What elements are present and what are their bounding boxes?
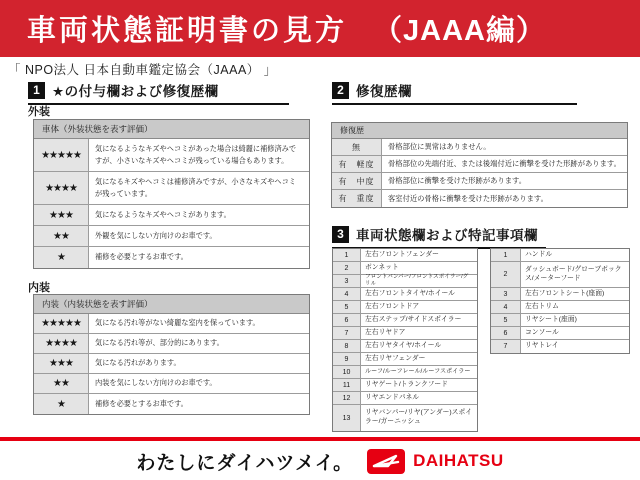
repair-description: 骨格部位に異常はありません。 <box>388 142 491 151</box>
star-rating-cell: ★★★ <box>34 354 89 373</box>
interior-table-header: 内装（内装状態を表す評価） <box>34 295 309 314</box>
part-number-cell: 7 <box>333 327 361 339</box>
rating-description: 補修を必要とするお車です。 <box>95 398 188 408</box>
rating-description: 気になる汚れ等がない綺麗な室内を保っています。 <box>95 318 260 328</box>
exterior-parts-table <box>332 248 478 432</box>
section3-title: 車両状態欄および特記事項欄 <box>356 228 538 243</box>
daihatsu-logo <box>367 449 504 474</box>
repair-grade-cell: 有 軽度 <box>332 156 382 172</box>
rating-description: 気になる汚れ等が、部分的にあります。 <box>95 338 224 348</box>
table-row <box>491 327 629 340</box>
table-row <box>491 340 629 353</box>
part-name: リヤエンドパネル <box>365 393 420 401</box>
star-rating-cell: ★★★ <box>34 205 89 225</box>
part-name: リヤトレイ <box>525 342 559 350</box>
part-name: コンソール <box>525 328 559 336</box>
part-name: 左右ステップ/サイドスポイラー <box>365 315 462 323</box>
table-row <box>491 262 629 288</box>
table-row <box>34 172 309 205</box>
part-name: 左右フロントタイヤ/ホイール <box>365 289 455 297</box>
rating-description: 気になるようなキズやヘコミがあります。 <box>95 209 231 219</box>
part-number-cell: 7 <box>491 340 521 353</box>
section1-header <box>28 80 289 105</box>
table-row <box>333 405 477 431</box>
star-rating-cell: ★★★★ <box>34 172 89 204</box>
table-row <box>491 314 629 327</box>
footer <box>0 444 640 478</box>
interior-group-label: 内装 <box>28 282 50 294</box>
part-name: リヤシート(座面) <box>525 315 577 323</box>
section2-title: 修復歴欄 <box>356 84 412 99</box>
part-number-cell: 2 <box>333 262 361 274</box>
part-number-cell: 6 <box>333 314 361 326</box>
section3-number-badge: 3 <box>332 226 349 243</box>
daihatsu-slogan: わたしにダイハツメイ。 <box>136 452 354 474</box>
rating-description: 気になるキズやヘコミは補修済みですが、小さなキズやヘコミが残っています。 <box>95 176 296 198</box>
table-row <box>333 379 477 392</box>
section2-header <box>332 80 577 105</box>
part-number-cell: 4 <box>333 288 361 300</box>
table-row <box>333 392 477 405</box>
table-row <box>491 249 629 262</box>
rating-description: 補修を必要とするお車です。 <box>95 252 188 262</box>
repair-grade-cell: 有 中度 <box>332 173 382 189</box>
part-name: 左右リヤタイヤ/ホイール <box>365 341 442 349</box>
star-rating-cell: ★★★★★ <box>34 139 89 171</box>
table-row <box>34 139 309 172</box>
part-number-cell: 5 <box>491 314 521 326</box>
section1-title: ★の付与欄および修復歴欄 <box>52 84 219 99</box>
part-name: ルーフ/ルーフレール/ルーフスポイラー <box>365 368 471 376</box>
table-row <box>491 288 629 301</box>
star-rating-cell: ★★★★★ <box>34 314 89 333</box>
table-row <box>333 340 477 353</box>
page-banner <box>0 0 640 57</box>
part-number-cell: 13 <box>333 405 361 431</box>
section1-number-badge: 1 <box>28 82 45 99</box>
repair-grade-cell: 有 重度 <box>332 190 382 207</box>
page-title-edition: （JAAA編） <box>373 15 546 47</box>
repair-description: 骨格部位に衝撃を受けた形跡があります。 <box>388 176 527 185</box>
rating-description: 気になる汚れがあります。 <box>95 358 181 368</box>
footer-divider <box>0 437 640 441</box>
part-number-cell: 10 <box>333 366 361 378</box>
table-row <box>333 314 477 327</box>
exterior-table-header: 車体（外装状態を表す評価） <box>34 120 309 139</box>
table-row <box>34 354 309 374</box>
interior-parts-table <box>490 248 630 354</box>
part-name: 左右フロントシート(座面) <box>525 289 605 297</box>
rating-description: 気になるようなキズやヘコミがあった場合は綺麗に補修済みですが、小さいなキズやヘコミが残っている場合もあります。 <box>95 143 297 165</box>
table-row <box>333 327 477 340</box>
part-name: ダッシュボード/グローブボックス/メーターフード <box>525 265 622 282</box>
part-number-cell: 2 <box>491 262 521 287</box>
repair-description: 骨格部位の先端付近、または後端付近に衝撃を受けた形跡があります。 <box>388 159 621 168</box>
star-rating-cell: ★ <box>34 247 89 268</box>
table-row <box>34 226 309 247</box>
table-row <box>332 190 627 207</box>
daihatsu-mark-icon <box>367 449 405 474</box>
part-number-cell: 8 <box>333 340 361 352</box>
part-name: ハンドル <box>525 250 553 258</box>
table-row <box>332 156 627 173</box>
part-number-cell: 4 <box>491 301 521 313</box>
table-row <box>333 353 477 366</box>
part-number-cell: 11 <box>333 379 361 391</box>
part-number-cell: 5 <box>333 301 361 313</box>
organization-subtitle: 「 NPO法人 日本自動車鑑定協会（JAAA） 」 <box>8 63 277 77</box>
part-number-cell: 12 <box>333 392 361 404</box>
interior-rating-table <box>33 294 310 415</box>
part-number-cell: 1 <box>491 249 521 261</box>
repair-history-table <box>331 122 628 208</box>
part-name: リヤゲート/トランクフード <box>365 380 448 388</box>
table-row <box>34 374 309 394</box>
star-rating-cell: ★★ <box>34 374 89 393</box>
page-title: 車両状態証明書の見方 <box>27 15 348 47</box>
star-rating-cell: ★★ <box>34 226 89 246</box>
exterior-group-label: 外装 <box>28 106 50 118</box>
star-rating-cell: ★ <box>34 394 89 414</box>
repair-table-header: 修復歴 <box>332 123 627 139</box>
section2-number-badge: 2 <box>332 82 349 99</box>
part-name: 左右トリム <box>525 302 559 310</box>
part-name: 左右リヤドア <box>365 328 406 336</box>
rating-description: 外観を気にしない方向けのお車です。 <box>95 230 217 240</box>
table-row <box>34 314 309 334</box>
part-name: 左右リヤフェンダー <box>365 354 426 362</box>
part-number-cell: 6 <box>491 327 521 339</box>
table-row <box>332 173 627 190</box>
table-row <box>34 247 309 268</box>
part-number-cell: 9 <box>333 353 361 365</box>
repair-description: 客室付近の骨格に衝撃を受けた形跡があります。 <box>388 193 548 203</box>
daihatsu-wordmark: DAIHATSU <box>413 451 504 470</box>
table-row <box>333 301 477 314</box>
part-number-cell: 3 <box>333 275 361 287</box>
table-row <box>34 205 309 226</box>
part-name: リヤバンパー/リヤ(アンダー)スポイラー/ガーニッシュ <box>365 409 473 425</box>
part-number-cell: 3 <box>491 288 521 300</box>
table-row <box>34 394 309 414</box>
table-row <box>34 334 309 354</box>
table-row <box>491 301 629 314</box>
table-row <box>333 249 477 262</box>
star-rating-cell: ★★★★ <box>34 334 89 353</box>
part-number-cell: 1 <box>333 249 361 261</box>
part-name: 左右フロントフェンダー <box>365 250 439 258</box>
table-row <box>333 288 477 301</box>
table-row <box>333 366 477 379</box>
table-row <box>333 275 477 288</box>
part-name: ボンネット <box>365 263 399 271</box>
exterior-rating-table <box>33 119 310 269</box>
repair-grade-cell: 無 <box>332 139 382 155</box>
table-row <box>332 139 627 156</box>
part-name: 左右フロントドア <box>365 302 420 310</box>
section3-header <box>332 224 546 249</box>
rating-description: 内装を気にしない方向けのお車です。 <box>95 378 217 388</box>
part-name: フロントバンパー/フロントスポイラー/グリル <box>365 273 469 287</box>
